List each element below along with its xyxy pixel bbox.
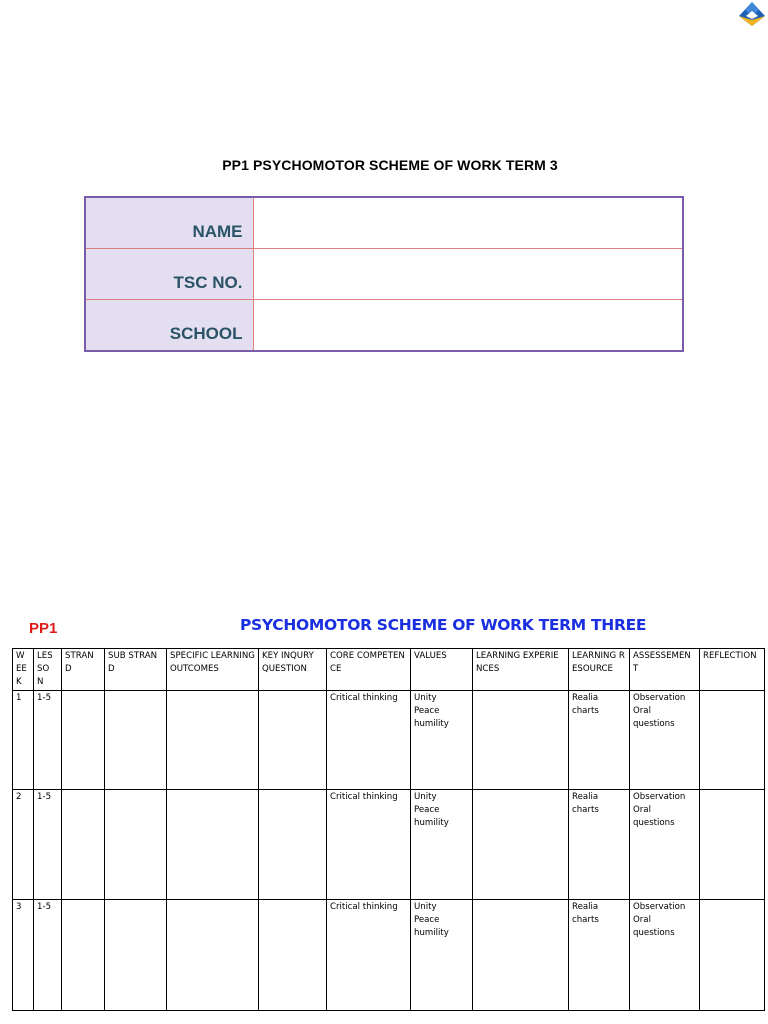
experiences-cell [473,691,569,790]
resource-item: charts [572,805,599,815]
values-cell [411,691,473,790]
value-item: humility [414,818,449,828]
header-outcomes: SPECIFIC LEARNING OUTCOMES [167,649,259,691]
school-field[interactable] [253,300,683,352]
strand-cell [62,900,105,1011]
header-week: W EE K [13,649,34,691]
reflection-cell [700,790,765,900]
value-item: humility [414,719,449,729]
value-item: Peace [414,805,440,815]
strand-cell [62,691,105,790]
resources-cell [569,790,630,900]
value-item: humility [414,928,449,938]
value-item: Unity [414,902,437,912]
assessment-cell [630,691,700,790]
table-row [13,790,765,900]
assessment-item: questions [633,818,675,828]
inquiry-cell [259,691,327,790]
header-reflection: REFLECTION [700,649,765,691]
reflection-cell [700,691,765,790]
teacher-info-table [84,196,684,352]
header-row [13,649,765,691]
header-lesson: LES SO N [34,649,62,691]
resources-cell [569,691,630,790]
value-item: Unity [414,792,437,802]
info-row-tsc [85,249,683,300]
competence-cell: Critical thinking [327,691,411,790]
competence-cell: Critical thinking [327,790,411,900]
sub-strand-cell [105,900,167,1011]
document-title: PP1 PSYCHOMOTOR SCHEME OF WORK TERM 3 [222,157,558,173]
sub-strand-cell [105,790,167,900]
inquiry-cell [259,900,327,1011]
week-cell: 3 [13,900,34,1011]
inquiry-cell [259,790,327,900]
assessment-item: Observation [633,792,686,802]
lesson-cell: 1-5 [34,691,62,790]
competence-cell: Critical thinking [327,900,411,1011]
grade-label: PP1 [29,620,58,637]
school-label: SCHOOL [85,300,253,352]
experiences-cell [473,790,569,900]
header-sub-strand: SUB STRAND [105,649,167,691]
resource-item: Realia [572,792,599,802]
assessment-cell [630,790,700,900]
header-strand: STRAN D [62,649,105,691]
tsc-field[interactable] [253,249,683,300]
assessment-item: Observation [633,693,686,703]
reflection-cell [700,900,765,1011]
header-competence: CORE COMPETENCE [327,649,411,691]
sub-strand-cell [105,691,167,790]
lesson-cell: 1-5 [34,790,62,900]
scheme-of-work-table [12,648,765,1011]
values-cell [411,900,473,1011]
resources-cell [569,900,630,1011]
header-values: VALUES [411,649,473,691]
info-row-school [85,300,683,352]
resource-item: charts [572,706,599,716]
outcomes-cell [167,691,259,790]
lesson-cell: 1-5 [34,900,62,1011]
week-cell: 2 [13,790,34,900]
value-item: Peace [414,706,440,716]
header-assessment: ASSESSEMEN T [630,649,700,691]
assessment-item: Observation [633,902,686,912]
diamond-logo-icon [737,0,767,28]
experiences-cell [473,900,569,1011]
name-field[interactable] [253,197,683,249]
header-experiences: LEARNING EXPERIENCES [473,649,569,691]
scheme-title: PSYCHOMOTOR SCHEME OF WORK TERM THREE [240,616,647,634]
values-cell [411,790,473,900]
assessment-item: Oral [633,915,651,925]
resource-item: Realia [572,693,599,703]
value-item: Unity [414,693,437,703]
week-cell: 1 [13,691,34,790]
strand-cell [62,790,105,900]
info-row-name [85,197,683,249]
resource-item: charts [572,915,599,925]
assessment-item: Oral [633,805,651,815]
tsc-label: TSC NO. [85,249,253,300]
header-resources: LEARNING RESOURCE [569,649,630,691]
assessment-item: questions [633,928,675,938]
outcomes-cell [167,900,259,1011]
outcomes-cell [167,790,259,900]
table-row [13,900,765,1011]
assessment-item: Oral [633,706,651,716]
assessment-item: questions [633,719,675,729]
table-row [13,691,765,790]
value-item: Peace [414,915,440,925]
resource-item: Realia [572,902,599,912]
assessment-cell [630,900,700,1011]
header-inquiry: KEY INQURY QUESTION [259,649,327,691]
name-label: NAME [85,197,253,249]
